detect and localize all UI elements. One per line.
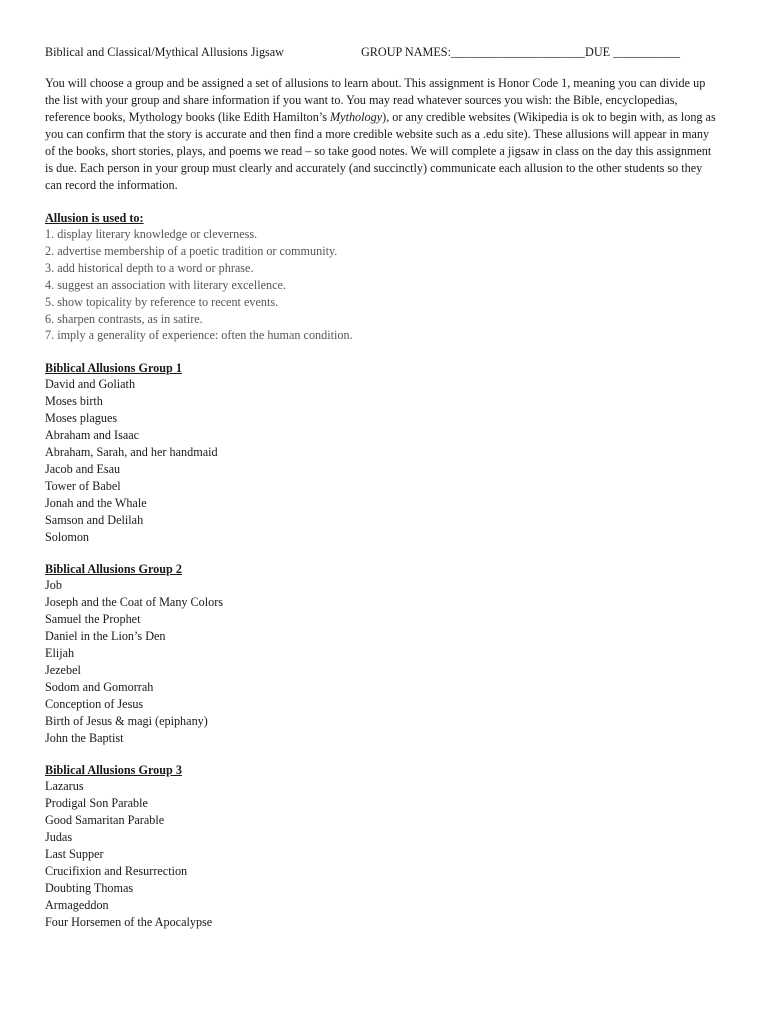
list-item: Good Samaritan Parable <box>45 813 165 828</box>
group-1-heading: Biblical Allusions Group 1 <box>45 361 182 376</box>
list-item: Tower of Babel <box>45 478 121 493</box>
list-item: Abraham, Sarah, and her handmaid <box>45 444 218 459</box>
intro-text-part-1: You will choose a group and be assigned a set of allusions to learn about. This assignment is Honor Code 1, meaning you can divide up the list with your group and share information if you want to. You may read whatever sources you wish: the Bible, encyclopedias, reference books, Mythology books (like Edith Hamilton’s <box>45 76 706 124</box>
list-item: Jezebel <box>45 662 81 677</box>
list-item: 1. display literary knowledge or cleverness. <box>45 227 258 241</box>
list-item: Armageddon <box>45 897 109 912</box>
group-3-heading: Biblical Allusions Group 3 <box>45 763 182 778</box>
list-item: Conception of Jesus <box>45 696 144 711</box>
list-item: Samuel the Prophet <box>45 612 141 627</box>
group-2-list <box>45 577 728 746</box>
list-item: Lazarus <box>45 779 84 794</box>
list-item: 4. suggest an association with literary excellence. <box>45 277 286 292</box>
group-3-list <box>45 778 728 930</box>
list-item: Jacob and Esau <box>45 461 121 476</box>
intro-text-part-2: ), or any credible websites (Wikipedia is ok to begin with, as long as you can confirm that the story is accurate and then find a more credible website such as a .edu site). These allusions will appear in many of the books, short stories, plays, and poems we read – so take good notes. We will complete a jigsaw in class on the day this assignment is due. Each person in your group must clearly and accurately (and succinctly) communicate each allusion to the other students so they can record the information. <box>45 110 716 192</box>
group-1-section <box>45 360 728 545</box>
list-item: Last Supper <box>45 847 104 862</box>
list-item: John the Baptist <box>45 730 124 745</box>
list-item: 5. show topicality by reference to recent events. <box>45 294 279 309</box>
list-item: Four Horsemen of the Apocalypse <box>45 914 213 929</box>
list-item: 3. add historical depth to a word or phrase. <box>45 260 254 275</box>
list-item: Crucifixion and Resurrection <box>45 864 188 878</box>
list-item: David and Goliath <box>45 377 136 392</box>
list-item: Moses plagues <box>45 411 118 426</box>
list-item: Sodom and Gomorrah <box>45 679 154 694</box>
list-item: Solomon <box>45 529 90 544</box>
allusion-uses-list <box>45 226 728 344</box>
group-names-due-line: GROUP NAMES:______________________DUE ___________ <box>361 45 681 59</box>
list-item: Abraham and Isaac <box>45 428 140 443</box>
document-title: Biblical and Classical/Mythical Allusions Jigsaw <box>45 45 284 59</box>
list-item: Moses birth <box>45 394 103 409</box>
list-item: Elijah <box>45 646 75 661</box>
allusion-uses-section <box>45 210 728 344</box>
list-item: Samson and Delilah <box>45 512 144 527</box>
list-item: Daniel in the Lion’s Den <box>45 629 166 644</box>
list-item: Jonah and the Whale <box>45 495 147 510</box>
group-2-heading: Biblical Allusions Group 2 <box>45 562 182 577</box>
list-item: Joseph and the Coat of Many Colors <box>45 595 224 610</box>
allusion-uses-heading: Allusion is used to: <box>45 211 144 225</box>
list-item: 2. advertise membership of a poetic tradition or community. <box>45 243 338 258</box>
document-header <box>45 44 728 60</box>
list-item: Doubting Thomas <box>45 880 134 895</box>
intro-paragraph <box>45 75 717 194</box>
intro-italic-book-title: Mythology <box>330 110 383 124</box>
list-item: Judas <box>45 830 73 845</box>
list-item: Prodigal Son Parable <box>45 796 148 811</box>
list-item: Birth of Jesus & magi (epiphany) <box>45 713 208 728</box>
list-item: 6. sharpen contrasts, as in satire. <box>45 311 203 326</box>
group-1-list <box>45 376 728 545</box>
group-2-section <box>45 561 728 746</box>
group-3-section <box>45 762 728 930</box>
list-item: 7. imply a generality of experience: often the human condition. <box>45 328 353 343</box>
list-item: Job <box>45 578 62 593</box>
